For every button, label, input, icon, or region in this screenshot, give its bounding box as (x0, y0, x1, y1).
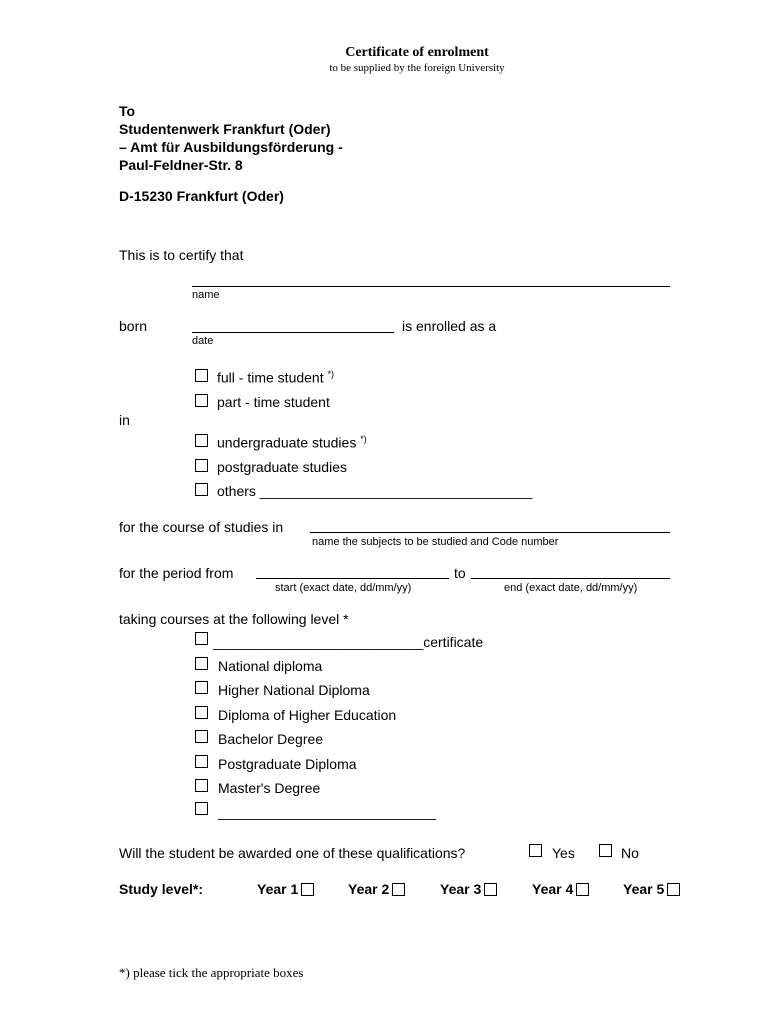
postgraduate-checkbox[interactable] (195, 459, 208, 472)
document-title: Certificate of enrolment (345, 45, 489, 60)
address-to: To (119, 103, 136, 119)
year-1-checkbox[interactable] (301, 883, 314, 896)
name-field[interactable] (192, 286, 670, 287)
national-diploma-checkbox[interactable] (195, 657, 208, 670)
full-time-label: full - time student *) (217, 369, 334, 386)
postgrad-diploma-label: Postgraduate Diploma (218, 756, 357, 772)
other-level-field[interactable]: ____________________________ (218, 804, 437, 820)
address-line-1: Studentenwerk Frankfurt (Oder) (119, 121, 331, 137)
hnd-label: Higher National Diploma (218, 682, 370, 698)
levels-label: taking courses at the following level * (119, 611, 349, 627)
award-yes-label: Yes (552, 845, 575, 861)
course-label: for the course of studies in (119, 519, 284, 535)
year-5-label: Year 5 (623, 881, 665, 897)
year-1-label: Year 1 (257, 881, 299, 897)
postgraduate-label: postgraduate studies (217, 459, 347, 475)
award-question: Will the student be awarded one of these qualifications? (119, 845, 466, 861)
study-level-label: Study level*: (119, 881, 204, 897)
name-caption: name (192, 289, 220, 301)
award-no-checkbox[interactable] (599, 844, 612, 857)
year-2-option[interactable] (348, 881, 405, 897)
in-label: in (119, 412, 130, 428)
footnote: *) please tick the appropriate boxes (119, 965, 304, 980)
year-4-label: Year 4 (532, 881, 574, 897)
period-label: for the period from (119, 565, 234, 581)
award-no-label: No (621, 845, 639, 861)
year-3-checkbox[interactable] (484, 883, 497, 896)
dip-he-label: Diploma of Higher Education (218, 707, 397, 723)
others-checkbox[interactable] (195, 483, 208, 496)
address-line-3: Paul-Feldner-Str. 8 (119, 157, 243, 173)
course-caption: name the subjects to be studied and Code number (312, 536, 559, 548)
birth-date-field[interactable] (192, 332, 394, 333)
course-field[interactable] (310, 532, 670, 533)
full-time-checkbox[interactable] (195, 369, 208, 382)
year-2-label: Year 2 (348, 881, 390, 897)
undergraduate-checkbox[interactable] (195, 434, 208, 447)
year-5-checkbox[interactable] (667, 883, 680, 896)
other-level-checkbox[interactable] (195, 802, 208, 815)
enrolled-text: is enrolled as a (402, 318, 497, 334)
year-1-option[interactable] (257, 881, 314, 897)
year-3-label: Year 3 (440, 881, 482, 897)
year-2-checkbox[interactable] (392, 883, 405, 896)
postgrad-diploma-checkbox[interactable] (195, 755, 208, 768)
year-4-option[interactable] (532, 881, 589, 897)
period-end-field[interactable] (471, 578, 670, 579)
year-4-checkbox[interactable] (576, 883, 589, 896)
period-start-field[interactable] (256, 578, 449, 579)
part-time-checkbox[interactable] (195, 394, 208, 407)
end-caption: end (exact date, dd/mm/yy) (504, 582, 638, 594)
award-yes-checkbox[interactable] (529, 844, 542, 857)
bachelor-label: Bachelor Degree (218, 731, 324, 747)
address-line-2: – Amt für Ausbildungsförderung - (119, 139, 343, 155)
bachelor-checkbox[interactable] (195, 730, 208, 743)
year-5-option[interactable] (623, 881, 680, 897)
certificate-checkbox[interactable] (195, 632, 208, 645)
dip-he-checkbox[interactable] (195, 706, 208, 719)
document-subtitle: to be supplied by the foreign University (329, 62, 505, 74)
date-caption: date (192, 335, 214, 347)
year-3-option[interactable] (440, 881, 497, 897)
address-city: D-15230 Frankfurt (Oder) (119, 188, 284, 204)
others-label: others ___________________________________ (217, 483, 533, 499)
national-diploma-label: National diploma (218, 658, 323, 674)
period-to-label: to (454, 565, 466, 581)
certify-text: This is to certify that (119, 247, 244, 263)
masters-checkbox[interactable] (195, 779, 208, 792)
masters-label: Master's Degree (218, 780, 321, 796)
hnd-checkbox[interactable] (195, 681, 208, 694)
born-label: born (119, 318, 148, 334)
start-caption: start (exact date, dd/mm/yy) (275, 582, 412, 594)
certificate-label: ___________________________certificate (213, 634, 484, 650)
part-time-label: part - time student (217, 394, 330, 410)
undergraduate-label: undergraduate studies *) (217, 434, 367, 451)
